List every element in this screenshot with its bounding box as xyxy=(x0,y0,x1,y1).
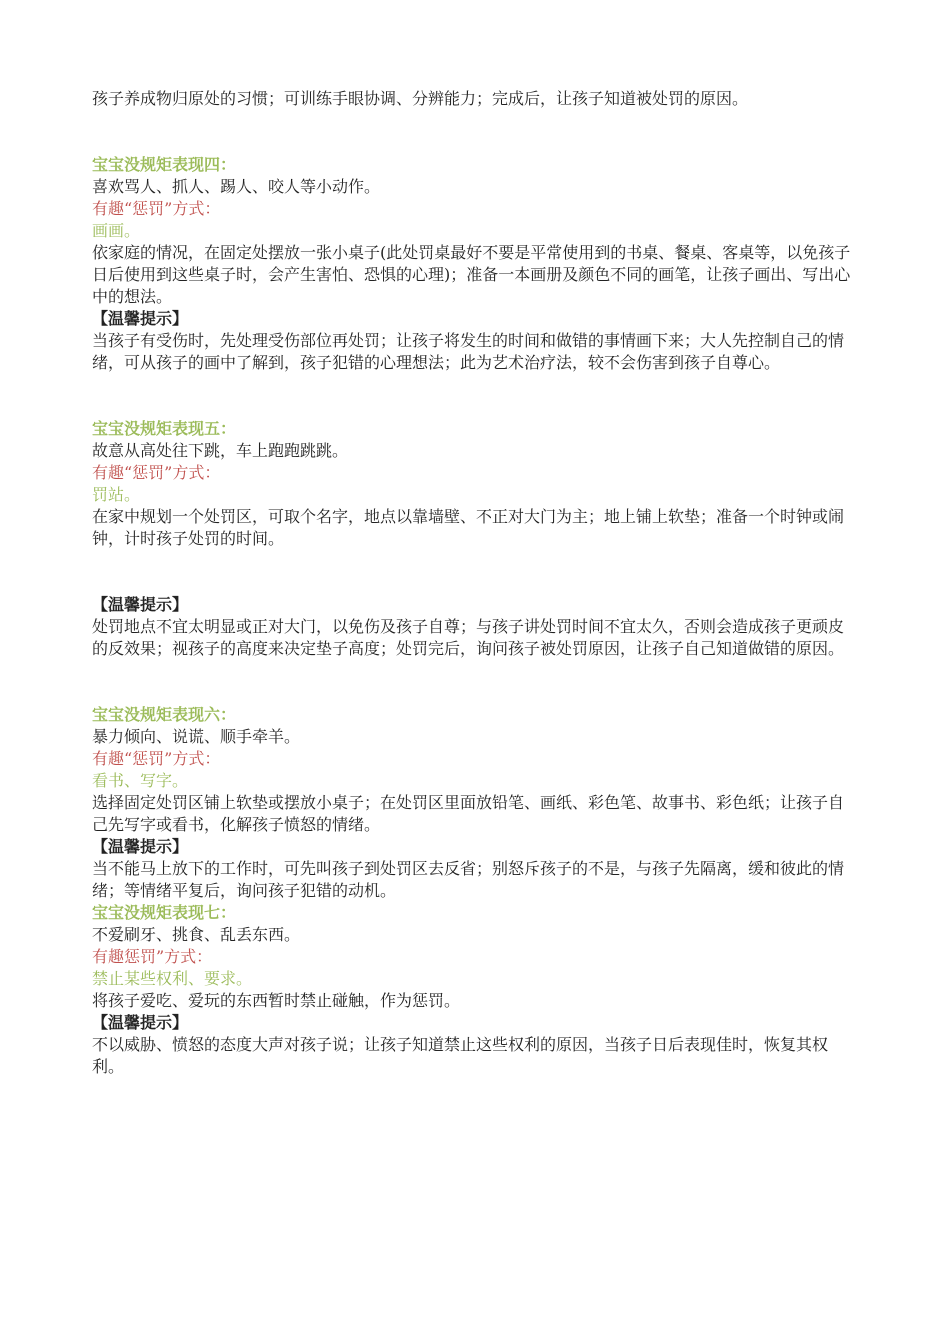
tip-label: 【温馨提示】 xyxy=(92,309,189,328)
description-paragraph: 选择固定处罚区铺上软垫或摆放小桌子；在处罚区里面放铅笔、画纸、彩色笔、故事书、彩色纸；让孩子自己先写字或看书，化解孩子愤怒的情绪。 xyxy=(92,793,845,834)
description-paragraph: 依家庭的情况，在固定处摆放一张小桌子(此处罚桌最好不要是平常使用到的书桌、餐桌、客桌等，以免孩子日后使用到这些桌子时，会产生害怕、恐惧的心理)；准备一本画册及颜色不同的画笔，让孩子画出、写出心中的想法。 xyxy=(92,243,851,306)
tip-label: 【温馨提示】 xyxy=(92,1013,189,1032)
tip-label: 【温馨提示】 xyxy=(92,595,189,614)
section-heading: 宝宝没规矩表现四： xyxy=(92,155,237,174)
behavior-text: 故意从高处往下跳，车上跑跑跳跳。 xyxy=(92,441,349,460)
tip-paragraph: 处罚地点不宜太明显或正对大门，以免伤及孩子自尊；与孩子讲处罚时间不宜太久，否则会造成孩子更顽皮的反效果；视孩子的高度来决定垫子高度；处罚完后，询问孩子被处罚原因，让孩子自己知道做错的原因。 xyxy=(92,617,845,658)
behavior-text: 喜欢骂人、抓人、踢人、咬人等小动作。 xyxy=(92,177,381,196)
section-heading: 宝宝没规矩表现七： xyxy=(92,903,237,922)
section-6 xyxy=(92,704,858,902)
behavior-text: 暴力倾向、说谎、顺手牵羊。 xyxy=(92,727,301,746)
method-text: 禁止某些权利、要求。 xyxy=(92,969,253,988)
spacer xyxy=(92,550,858,594)
section-heading: 宝宝没规矩表现六： xyxy=(92,705,237,724)
method-label: 有趣“惩罚”方式： xyxy=(92,463,221,482)
intro-paragraph: 孩子养成物归原处的习惯；可训练手眼协调、分辨能力；完成后，让孩子知道被处罚的原因。 xyxy=(92,89,749,108)
method-label: 有趣“惩罚”方式： xyxy=(92,199,221,218)
section-7 xyxy=(92,902,858,1078)
method-text: 画画。 xyxy=(92,221,141,240)
tip-label: 【温馨提示】 xyxy=(92,837,189,856)
method-text: 看书、写字。 xyxy=(92,771,189,790)
tip-paragraph: 当不能马上放下的工作时，可先叫孩子到处罚区去反省；别怒斥孩子的不是，与孩子先隔离，缓和彼此的情绪；等情绪平复后，询问孩子犯错的动机。 xyxy=(92,859,845,900)
tip-paragraph: 不以威胁、愤怒的态度大声对孩子说；让孩子知道禁止这些权利的原因，当孩子日后表现佳时，恢复其权利。 xyxy=(92,1035,829,1076)
section-5 xyxy=(92,418,858,660)
section-heading: 宝宝没规矩表现五： xyxy=(92,419,237,438)
section-4 xyxy=(92,154,858,374)
behavior-text: 不爱刷牙、挑食、乱丢东西。 xyxy=(92,925,301,944)
spacer xyxy=(92,110,858,154)
description-paragraph: 在家中规划一个处罚区，可取个名字，地点以靠墙壁、不正对大门为主；地上铺上软垫；准备一个时钟或闹钟，计时孩子处罚的时间。 xyxy=(92,507,845,548)
method-label: 有趣惩罚”方式： xyxy=(92,947,213,966)
method-text: 罚站。 xyxy=(92,485,141,504)
method-label: 有趣“惩罚”方式： xyxy=(92,749,221,768)
spacer xyxy=(92,374,858,418)
tip-paragraph: 当孩子有受伤时，先处理受伤部位再处罚；让孩子将发生的时间和做错的事情画下来；大人先控制自己的情绪，可从孩子的画中了解到，孩子犯错的心理想法；此为艺术治疗法，较不会伤害到孩子自尊心。 xyxy=(92,331,845,372)
spacer xyxy=(92,660,858,704)
description-paragraph: 将孩子爱吃、爱玩的东西暂时禁止碰触，作为惩罚。 xyxy=(92,991,461,1010)
